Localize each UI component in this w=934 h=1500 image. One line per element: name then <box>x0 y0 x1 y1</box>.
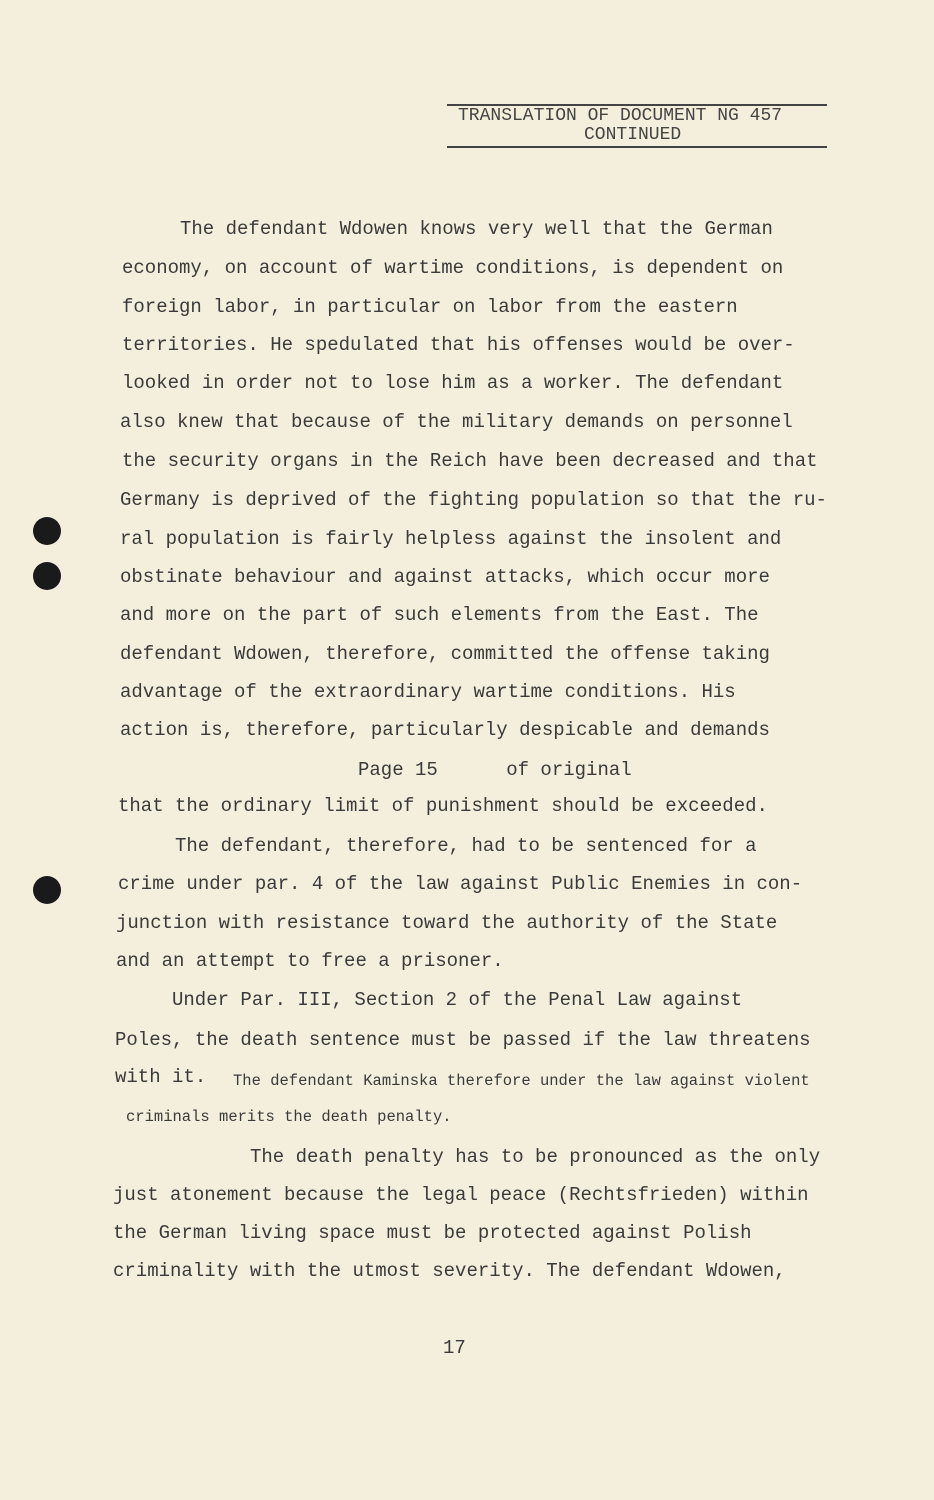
text-line: The defendant Wdowen knows very well that the German <box>180 218 773 240</box>
text-line: Germany is deprived of the fighting population so that the ru- <box>120 489 827 511</box>
inserted-text-line: The defendant Kaminska therefore under the law against violent <box>233 1072 810 1090</box>
text-line: just atonement because the legal peace (Rechtsfrieden) within <box>113 1184 809 1206</box>
text-line: Poles, the death sentence must be passed if the law threatens <box>115 1029 811 1051</box>
text-line: obstinate behaviour and against attacks, which occur more <box>120 566 770 588</box>
text-line: the security organs in the Reich have been decreased and that <box>122 450 818 472</box>
header-rule-bottom <box>447 146 827 148</box>
text-line: and more on the part of such elements from the East. The <box>120 604 759 626</box>
page-number: 17 <box>443 1337 466 1359</box>
text-line: with it. <box>115 1066 207 1088</box>
punch-hole <box>33 517 61 545</box>
text-line: crime under par. 4 of the law against Public Enemies in con- <box>118 873 803 895</box>
text-line: the German living space must be protected against Polish <box>113 1222 752 1244</box>
text-line: action is, therefore, particularly despicable and demands <box>120 719 770 741</box>
text-line: The death penalty has to be pronounced as the only <box>250 1146 821 1168</box>
text-line: economy, on account of wartime conditions, is dependent on <box>122 257 784 279</box>
document-subtitle: CONTINUED <box>584 125 682 145</box>
text-line: ral population is fairly helpless against the insolent and <box>120 528 782 550</box>
punch-hole <box>33 562 61 590</box>
inserted-text-line: criminals merits the death penalty. <box>126 1108 452 1126</box>
original-page-marker: Page 15 of original <box>358 759 632 781</box>
text-line: that the ordinary limit of punishment should be exceeded. <box>118 795 768 817</box>
text-line: defendant Wdowen, therefore, committed the offense taking <box>120 643 770 665</box>
text-line: foreign labor, in particular on labor from the eastern <box>122 296 738 318</box>
document-title: TRANSLATION OF DOCUMENT NG 457 <box>458 106 783 126</box>
text-line: Under Par. III, Section 2 of the Penal Law against <box>172 989 743 1011</box>
text-line: criminality with the utmost severity. The defendant Wdowen, <box>113 1260 786 1282</box>
text-line: also knew that because of the military demands on personnel <box>120 411 793 433</box>
text-line: The defendant, therefore, had to be sentenced for a <box>175 835 757 857</box>
text-line: looked in order not to lose him as a worker. The defendant <box>122 372 784 394</box>
punch-hole <box>33 876 61 904</box>
text-line: junction with resistance toward the authority of the State <box>116 912 778 934</box>
text-line: advantage of the extraordinary wartime conditions. His <box>120 681 736 703</box>
text-line: and an attempt to free a prisoner. <box>116 950 504 972</box>
text-line: territories. He spedulated that his offenses would be over- <box>122 334 795 356</box>
